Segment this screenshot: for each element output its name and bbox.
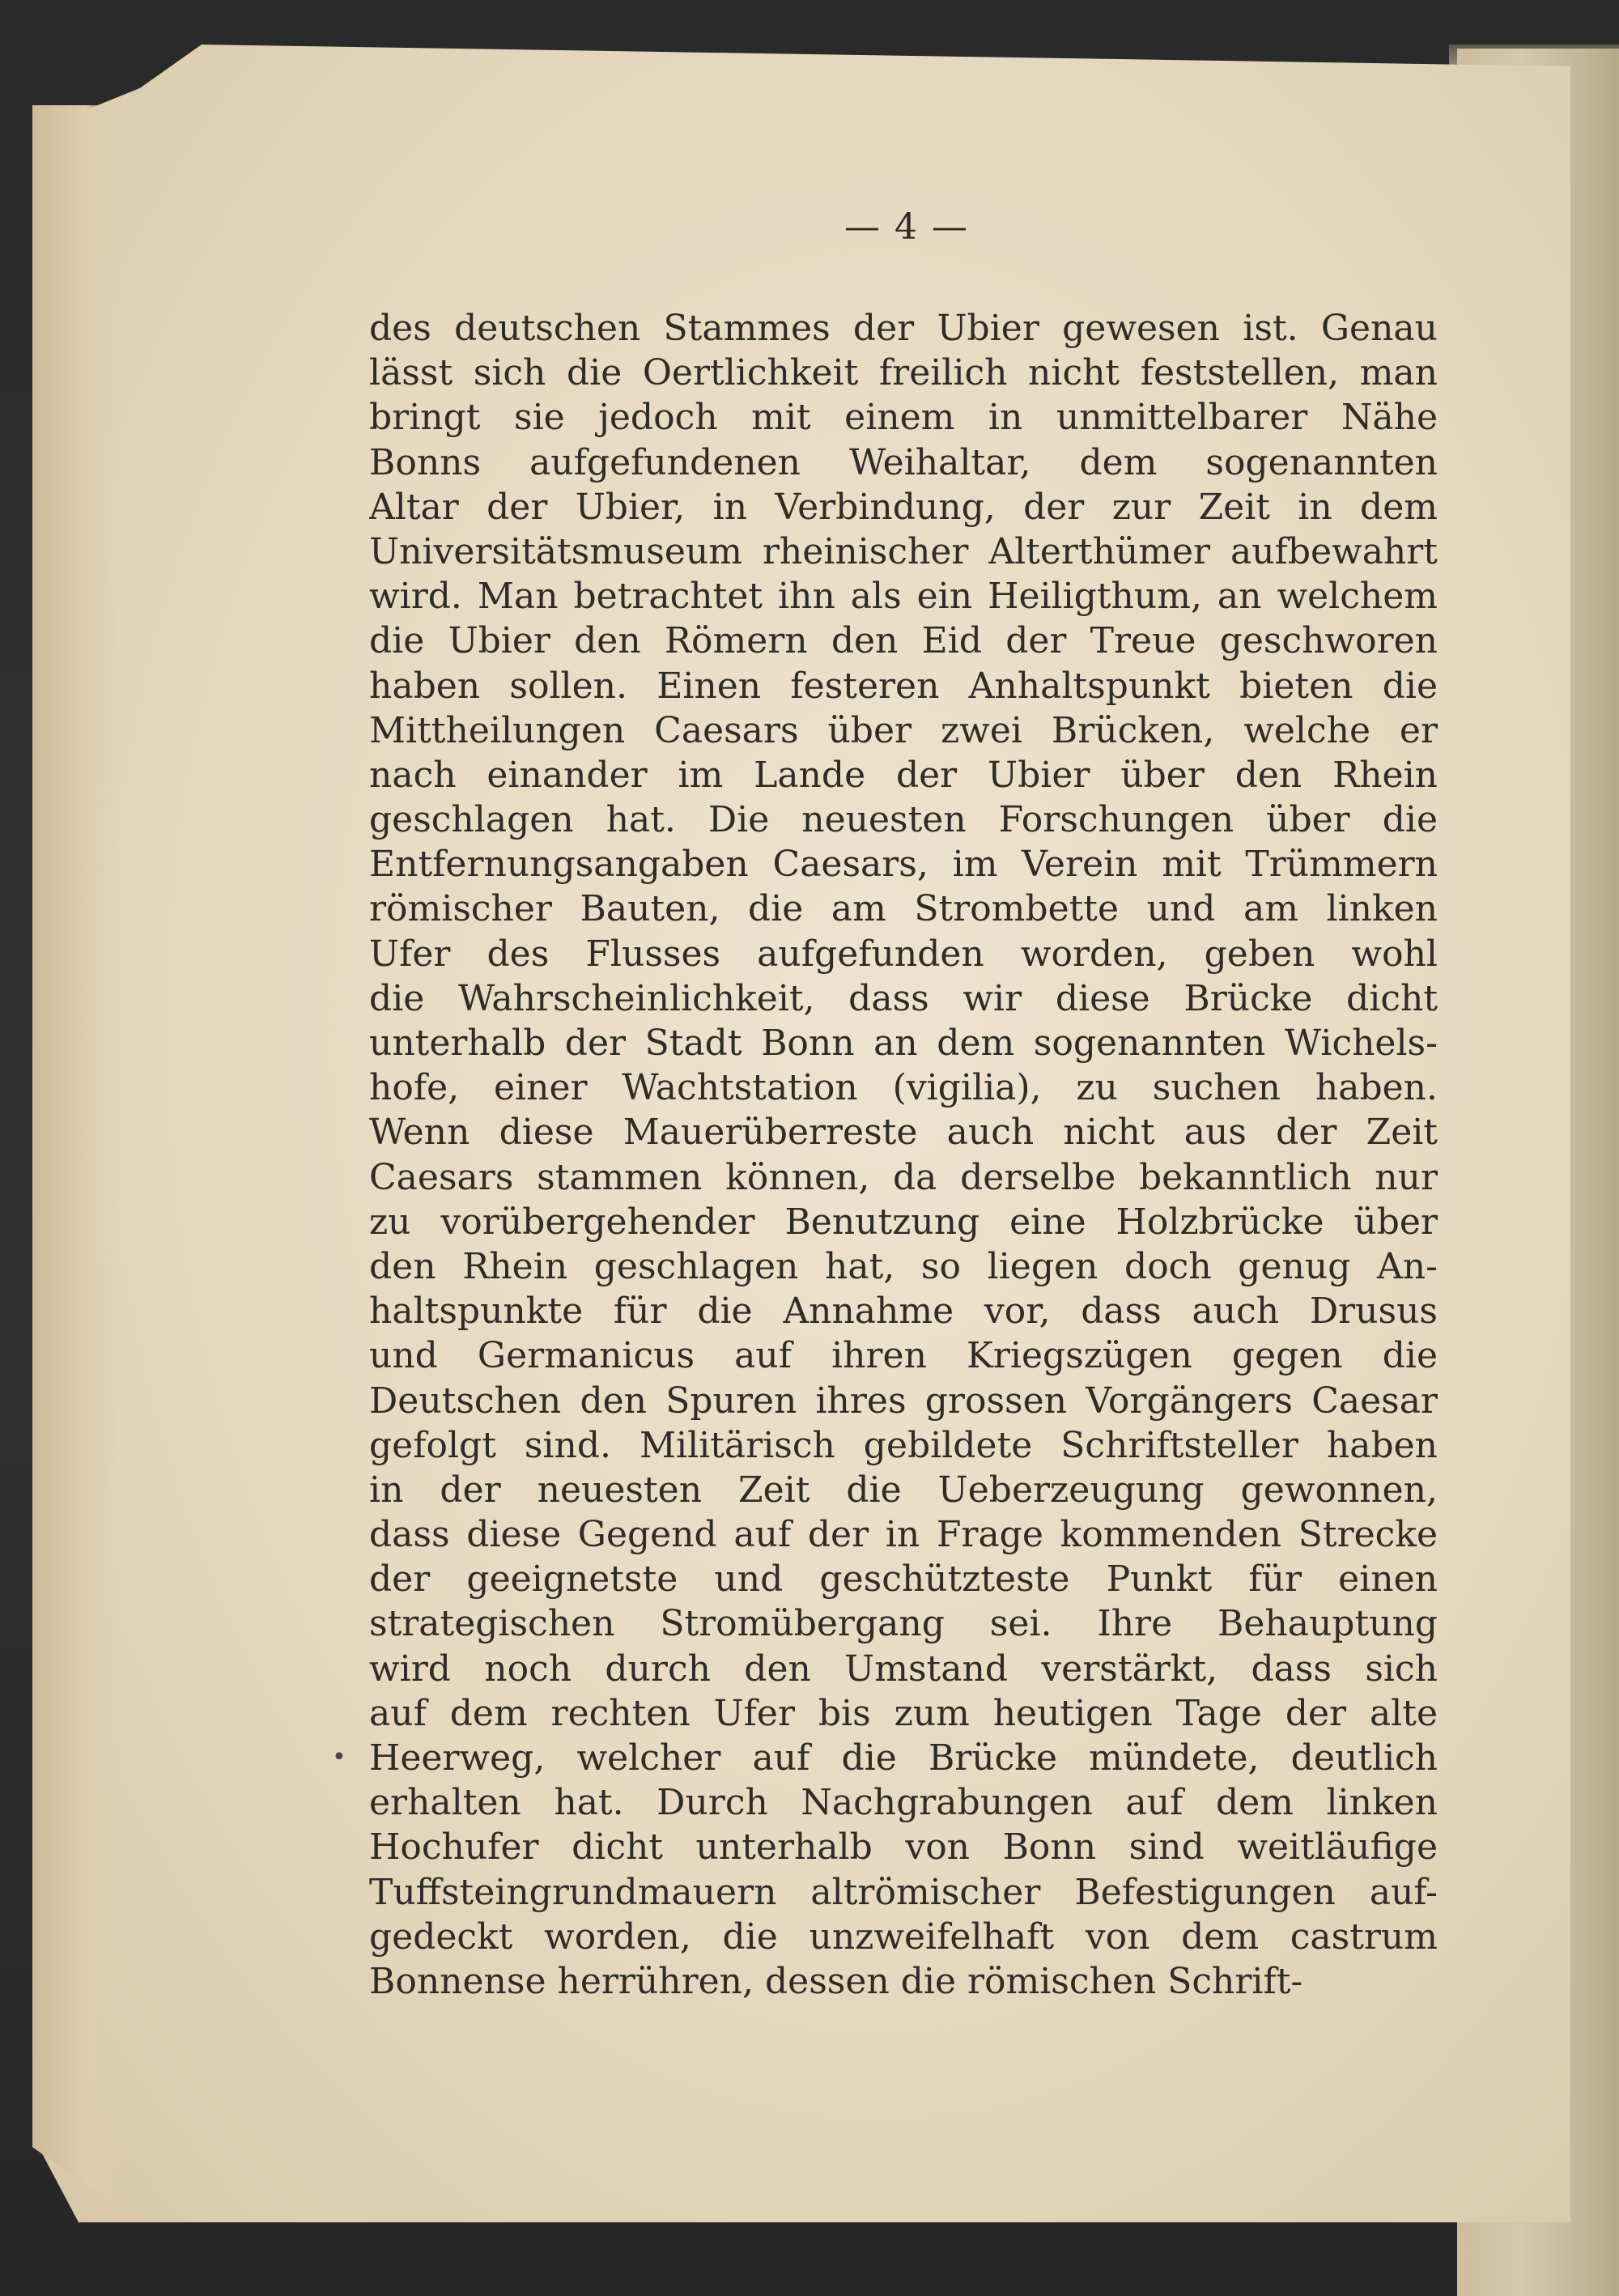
text-line: strategischen Stromübergang sei. Ihre Behauptung <box>369 1603 1438 1645</box>
text-line: Caesars stammen können, da derselbe bekanntlich nur <box>369 1156 1438 1198</box>
text-line: die Wahrscheinlichkeit, dass wir diese Brücke dicht <box>369 977 1438 1019</box>
text-line: Universitätsmuseum rheinischer Alterthümer aufbewahrt <box>369 530 1438 572</box>
text-line: erhalten hat. Durch Nachgrabungen auf dem linken <box>369 1782 1438 1824</box>
text-line: Heerweg, welcher auf die Brücke mündete, deutlich <box>369 1737 1438 1779</box>
text-line: die Ubier den Römern den Eid der Treue geschworen <box>369 620 1438 662</box>
text-line: haben sollen. Einen festeren Anhaltspunkt bieten die <box>369 665 1438 707</box>
text-line: wird noch durch den Umstand verstärkt, dass sich <box>369 1648 1438 1690</box>
text-line: gedeckt worden, die unzweifelhaft von dem castrum <box>369 1915 1438 1958</box>
text-line: römischer Bauten, die am Strombette und am linken <box>369 888 1438 930</box>
text-line: unterhalb der Stadt Bonn an dem sogenannten Wichels- <box>369 1023 1438 1064</box>
text-line: zu vorübergehender Benutzung eine Holzbrücke über <box>369 1201 1438 1243</box>
body-text <box>369 306 1438 2004</box>
text-line: Ufer des Flusses aufgefunden worden, geben wohl <box>369 933 1438 975</box>
text-line: Altar der Ubier, in Verbindung, der zur Zeit in dem <box>369 486 1438 528</box>
text-line: dass diese Gegend auf der in Frage kommenden Strecke <box>369 1514 1438 1556</box>
text-line: wird. Man betrachtet ihn als ein Heiligthum, an welchem <box>369 576 1438 618</box>
text-line: hofe, einer Wachtstation (vigilia), zu suchen haben. <box>369 1067 1438 1109</box>
text-line: gefolgt sind. Militärisch gebildete Schriftsteller haben <box>369 1424 1438 1466</box>
margin-mark: • <box>332 1743 346 1771</box>
text-line: Bonnense herrühren, dessen die römischen Schrift- <box>369 1960 1303 2002</box>
text-line: Hochufer dicht unterhalb von Bonn sind weitläufige <box>369 1826 1438 1869</box>
text-line: den Rhein geschlagen hat, so liegen doch genug An- <box>369 1245 1438 1287</box>
page-number: — 4 — <box>844 206 969 248</box>
page-worn-edge <box>32 105 121 2210</box>
text-line: in der neuesten Zeit die Ueberzeugung gewonnen, <box>369 1469 1438 1511</box>
text-line: des deutschen Stammes der Ubier gewesen ist. Genau <box>369 308 1438 349</box>
text-line: haltspunkte für die Annahme vor, dass auch Drusus <box>369 1290 1438 1333</box>
text-line: lässt sich die Oertlichkeit freilich nicht feststellen, man <box>369 352 1438 394</box>
text-line: nach einander im Lande der Ubier über den Rhein <box>369 754 1438 796</box>
text-line: geschlagen hat. Die neuesten Forschungen über die <box>369 799 1438 841</box>
text-line: und Germanicus auf ihren Kriegszügen gegen die <box>369 1335 1438 1377</box>
text-line: bringt sie jedoch mit einem in unmittelbarer Nähe <box>369 397 1438 439</box>
text-line: Mittheilungen Caesars über zwei Brücken, welche er <box>369 709 1438 751</box>
text-line: Wenn diese Mauerüberreste auch nicht aus der Zeit <box>369 1112 1438 1154</box>
text-line: Deutschen den Spuren ihres grossen Vorgängers Caesar <box>369 1380 1438 1422</box>
text-line: auf dem rechten Ufer bis zum heutigen Tage der alte <box>369 1692 1438 1734</box>
text-line: Tuffsteingrundmauern altrömischer Befestigungen auf- <box>369 1871 1438 1913</box>
text-line: Entfernungsangaben Caesars, im Verein mit Trümmern <box>369 844 1438 886</box>
text-line: Bonns aufgefundenen Weihaltar, dem sogenannten <box>369 441 1438 483</box>
text-line: der geeignetste und geschütztеste Punkt für einen <box>369 1558 1438 1601</box>
